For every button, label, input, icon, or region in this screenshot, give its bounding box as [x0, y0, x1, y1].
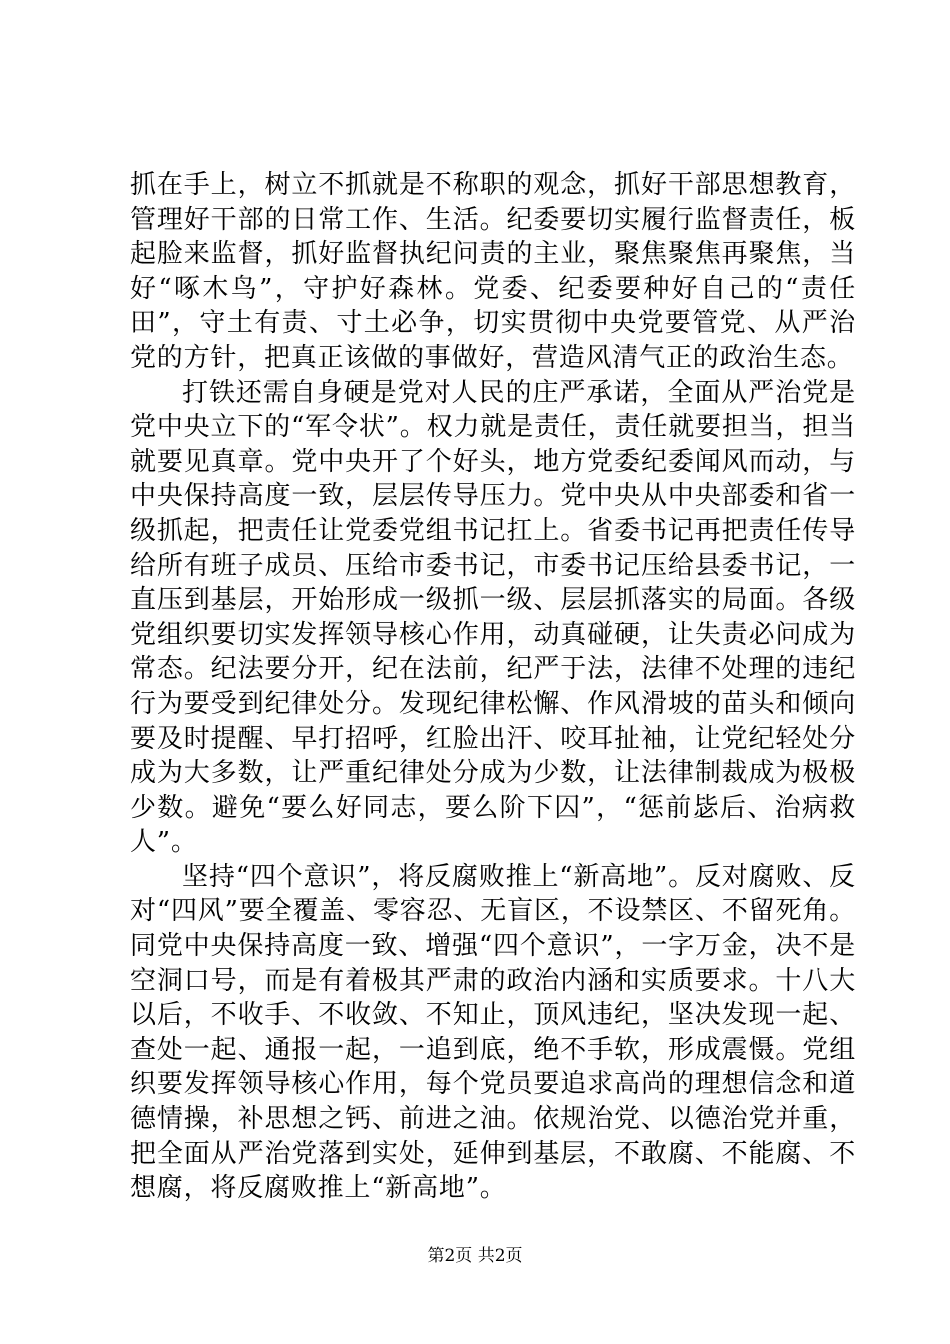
paragraph-1: 抓在手上，树立不抓就是不称职的观念，抓好干部思想教育，管理好干部的日常工作、生活。纪委要切实履行监督责任，板起脸来监督，抓好监督执纪问责的主业，聚焦聚焦再聚焦，当好“啄木鸟”，守护好森林。党委、纪委要种好自己的“责任田”，守土有责、寸土必争，切实贯彻中央党要管党、从严治党的方针，把真正该做的事做好，营造风清气正的政治生态。 — [130, 170, 856, 373]
page-footer: 第2页 共2页 — [427, 1246, 523, 1266]
paragraph-2: 打铁还需自身硬是党对人民的庄严承诺，全面从严治党是党中央立下的“军令状”。权力就是责任，责任就要担当，担当就要见真章。党中央开了个好头，地方党委纪委闻风而动，与中央保持高度一致，层层传导压力。党中央从中央部委和省一级抓起，把责任让党委党组书记扛上。省委书记再把责任传导给所有班子成员、压给市委书记，市委书记压给县委书记，一直压到基层，开始形成一级抓一级、层层抓落实的局面。各级党组织要切实发挥领导核心作用，动真碰硬，让失责必问成为常态。纪法要分开，纪在法前，纪严于法，法律不处理的违纪行为要受到纪律处分。发现纪律松懈、作风滑坡的苗头和倾向要及时提醒、早打招呼，红脸出汗、咬耳扯袖，让党纪轻处分成为大多数，让严重纪律处分成为少数，让法律制裁成为极极少数。避免“要么好同志，要么阶下囚”，“惩前毖后、治病救人”。 — [130, 377, 856, 858]
document-body — [130, 168, 856, 1206]
paragraph-3: 坚持“四个意识”，将反腐败推上“新高地”。反对腐败、反对“四风”要全覆盖、零容忍、无盲区，不设禁区、不留死角。同党中央保持高度一致、增强“四个意识”，一字万金，决不是空洞口号，而是有着极其严肃的政治内涵和实质要求。十八大以后，不收手、不收敛、不知止，顶风违纪，坚决发现一起、查处一起、通报一起，一追到底，绝不手软，形成震慑。党组织要发挥领导核心作用，每个党员要追求高尚的理想信念和道德情操，补思想之钙、前进之油。依规治党、以德治党并重，把全面从严治党落到实处，延伸到基层，不敢腐、不能腐、不想腐，将反腐败推上“新高地”。 — [130, 861, 857, 1204]
